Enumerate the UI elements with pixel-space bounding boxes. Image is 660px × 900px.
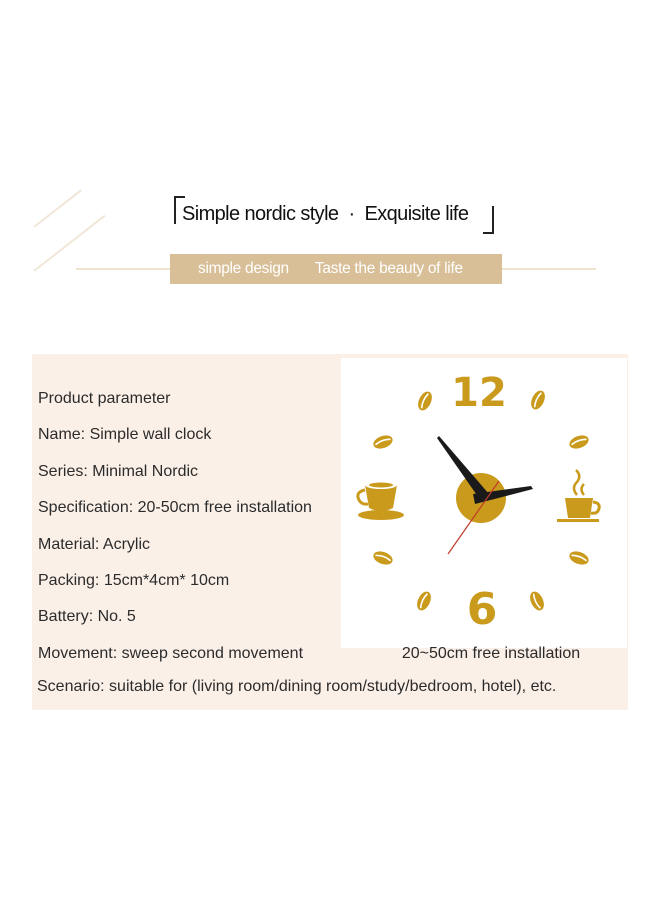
divider-left [76, 268, 172, 270]
coffee-bean-marker [415, 389, 434, 412]
spec-item-name: Name: Simple wall clock [38, 426, 212, 444]
tagline-band [170, 254, 502, 284]
bracket-close [483, 206, 494, 234]
numeral-6: 6 [466, 584, 498, 635]
decorative-stroke [33, 215, 105, 272]
spec-item-packing: Packing: 15cm*4cm* 10cm [38, 571, 230, 589]
steaming-cup-icon [557, 470, 599, 522]
coffee-bean-marker [372, 549, 395, 567]
tagline-left: simple design [198, 260, 289, 277]
numeral-12: 12 [451, 370, 507, 416]
spec-item-series: Series: Minimal Nordic [38, 462, 199, 480]
coffee-bean-marker [414, 589, 433, 612]
tagline-right: Taste the beauty of life [314, 260, 463, 277]
coffee-bean-marker [568, 549, 591, 567]
clock-pivot [478, 495, 484, 501]
title-text [182, 203, 468, 226]
spec-item-battery: Battery: No. 5 [38, 608, 136, 626]
coffee-bean-marker [372, 433, 395, 451]
page-title [170, 196, 500, 236]
coffee-cup-icon [358, 481, 404, 520]
coffee-bean-marker [527, 589, 546, 612]
title-dot: · [348, 203, 355, 225]
title-right: Exquisite life [364, 203, 469, 225]
spec-heading: Product parameter [38, 390, 171, 407]
divider-right [500, 268, 596, 270]
wall-clock-illustration [341, 358, 627, 648]
spec-item-specification: Specification: 20-50cm free installation [38, 499, 312, 517]
spec-item-movement: Movement: sweep second movement [38, 644, 304, 662]
coffee-bean-marker [568, 433, 591, 451]
title-left: Simple nordic style [182, 203, 339, 225]
coffee-bean-marker [528, 388, 547, 411]
spec-list [38, 386, 312, 677]
spec-item-material: Material: Acrylic [38, 535, 151, 553]
spec-item-scenario: Scenario: suitable for (living room/dining room/study/bedroom, hotel), etc. [37, 678, 557, 695]
clock-size-caption: 20~50cm free installation [401, 645, 581, 662]
decorative-stroke [33, 189, 82, 228]
